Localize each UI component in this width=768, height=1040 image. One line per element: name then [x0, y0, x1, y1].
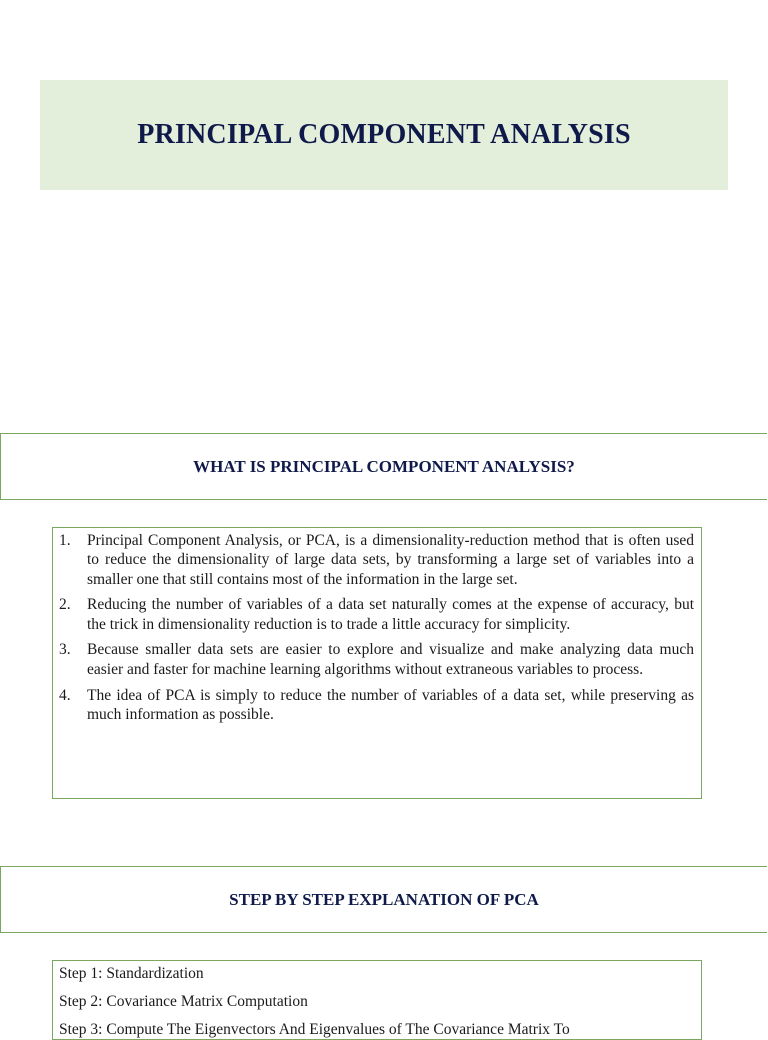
list-item — [59, 595, 694, 634]
definition-list-box — [52, 527, 702, 799]
section-heading: WHAT IS PRINCIPAL COMPONENT ANALYSIS? — [193, 456, 575, 476]
list-item-text: Because smaller data sets are easier to explore and visualize and make analyzing data much easier and faster for machine learning algorithms without extraneous variables to process. — [87, 641, 694, 678]
section-header-what-is-pca — [0, 433, 767, 500]
list-item-number: 3. — [59, 641, 71, 659]
page-title: PRINCIPAL COMPONENT ANALYSIS — [137, 119, 631, 150]
list-item-text: Principal Component Analysis, or PCA, is a dimensionality-reduction method that is often used to reduce the dimensionality of large data sets, by transforming a large set of variables into a smaller one that still contains most of the information in the large set. — [87, 532, 694, 588]
steps-box — [52, 960, 702, 1040]
definition-list — [59, 531, 694, 724]
list-item — [59, 686, 694, 725]
step-item: Step 3: Compute The Eigenvectors And Eigenvalues of The Covariance Matrix To — [59, 1021, 570, 1038]
step-item: Step 2: Covariance Matrix Computation — [59, 993, 308, 1010]
list-item-text: Reducing the number of variables of a data set naturally comes at the expense of accuracy, but the trick in dimensionality reduction is to trade a little accuracy for simplicity. — [87, 596, 694, 633]
list-item-text: The idea of PCA is simply to reduce the number of variables of a data set, while preserving as much information as possible. — [87, 686, 694, 723]
section-header-step-by-step — [0, 866, 767, 933]
list-item — [59, 531, 694, 589]
list-item-number: 4. — [59, 686, 71, 704]
list-item-number: 2. — [59, 596, 71, 614]
section-heading: STEP BY STEP EXPLANATION OF PCA — [229, 889, 539, 909]
title-banner — [40, 80, 728, 190]
list-item — [59, 640, 694, 679]
step-item: Step 1: Standardization — [59, 965, 204, 982]
list-item-number: 1. — [59, 532, 71, 549]
